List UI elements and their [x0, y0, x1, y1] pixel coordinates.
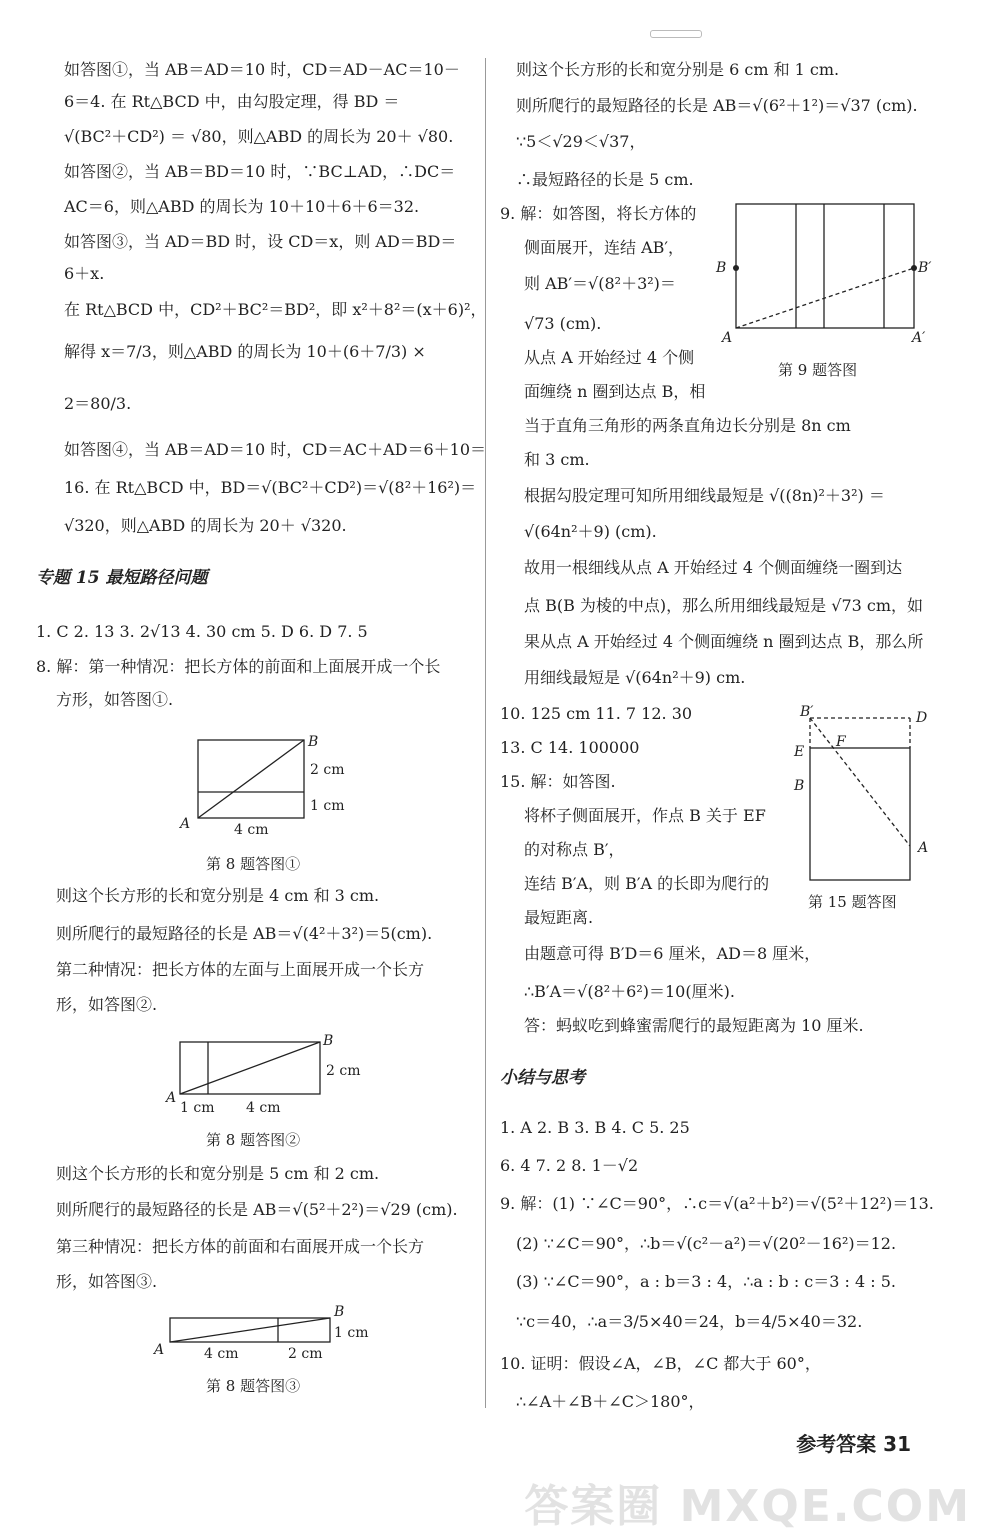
text-line: 点 B(B 为棱的中点)，那么所用细线最短是 √73 cm，如	[524, 596, 924, 615]
text-line: 用细线最短是 √(64n²＋9) cm.	[524, 668, 746, 687]
text-line: 连结 B′A，则 B′A 的长即为爬行的	[524, 874, 770, 893]
answer-line: 6. 4 7. 2 8. 1－√2	[500, 1156, 639, 1175]
answer-line: 13. C 14. 100000	[500, 738, 640, 757]
figure-8-1	[170, 728, 360, 840]
text-line: 15. 解：如答图.	[500, 772, 616, 791]
text-line: √320，则△ABD 的周长为 20＋ √320.	[64, 516, 347, 535]
page-footer	[796, 1428, 911, 1457]
figure-15	[786, 700, 946, 888]
figure-caption: 第 15 题答图	[808, 893, 897, 911]
text-line: 将杯子侧面展开，作点 B 关于 EF	[524, 806, 766, 825]
page-number: 31	[883, 1432, 911, 1456]
dimension-label: 1 cm	[310, 798, 345, 814]
text-line: 如答图②，当 AB＝BD＝10 时，∵BC⊥AD，∴DC＝	[64, 162, 456, 181]
text-line: ∵c＝40，∴a＝3/5×40＝24，b＝4/5×40＝32.	[516, 1312, 863, 1331]
dimension-label: 2 cm	[326, 1063, 361, 1079]
text-line: 和 3 cm.	[524, 450, 590, 469]
text-line: 如答图③，当 AD＝BD 时，设 CD＝x，则 AD＝BD＝	[64, 232, 457, 251]
text-line: √73 (cm).	[524, 314, 602, 333]
text-line: 侧面展开，连结 AB′，	[524, 238, 685, 257]
dimension-label: 4 cm	[234, 822, 269, 838]
answer-line: 1. A 2. B 3. B 4. C 5. 25	[500, 1118, 690, 1137]
text-line: 在 Rt△BCD 中，CD²＋BC²＝BD²，即 x²＋8²＝(x＋6)²，	[64, 300, 487, 319]
text-line: 最短距离.	[524, 908, 594, 927]
text-line: 形，如答图③.	[56, 1272, 158, 1291]
text-line: ∵5＜√29＜√37，	[516, 132, 646, 151]
text-line: ∴∠A＋∠B＋∠C＞180°，	[516, 1392, 705, 1411]
answer-line: 10. 125 cm 11. 7 12. 30	[500, 704, 693, 723]
text-line: 果从点 A 开始经过 4 个侧面缠绕 n 圈到达点 B，那么所	[524, 632, 924, 651]
point-label: B′	[918, 260, 932, 276]
dimension-label: 2 cm	[288, 1346, 323, 1362]
text-line: 由题意可得 B′D＝6 厘米，AD＝8 厘米，	[524, 944, 821, 963]
point-label: B′	[800, 704, 814, 720]
text-line: √(BC²＋CD²) ＝ √80，则△ABD 的周长为 20＋ √80.	[64, 127, 454, 146]
text-line: 面缠绕 n 圈到达点 B，相	[524, 382, 706, 401]
top-mark	[650, 30, 702, 38]
text-line: (2) ∵∠C＝90°，∴b＝√(c²－a²)＝√(20²－16²)＝12.	[516, 1234, 897, 1253]
text-line: 则所爬行的最短路径的长是 AB＝√(5²＋2²)＝√29 (cm).	[56, 1200, 458, 1219]
text-line: 9. 解：如答图，将长方体的	[500, 204, 697, 223]
text-line: 当于直角三角形的两条直角边长分别是 8n cm	[524, 416, 851, 435]
text-line: 的对称点 B′，	[524, 840, 625, 859]
point-label: B	[323, 1033, 334, 1049]
point-label: A	[180, 816, 191, 832]
text-line: 第三种情况：把长方体的前面和右面展开成一个长方	[56, 1237, 425, 1256]
text-line: 6＝4. 在 Rt△BCD 中，由勾股定理，得 BD ＝	[64, 92, 400, 111]
text-line: 答：蚂蚁吃到蜂蜜需爬行的最短距离为 10 厘米.	[524, 1016, 864, 1035]
point-label: D	[916, 710, 928, 726]
figure-caption: 第 8 题答图②	[206, 1131, 301, 1149]
figure-8-2	[160, 1030, 370, 1120]
text-line: 如答图①，当 AB＝AD＝10 时，CD＝AD－AC＝10－	[64, 60, 460, 79]
dimension-label: 2 cm	[310, 762, 345, 778]
text-line: 则这个长方形的长和宽分别是 4 cm 和 3 cm.	[56, 886, 380, 905]
text-line: 如答图④，当 AB＝AD＝10 时，CD＝AC＋AD＝6＋10＝	[64, 440, 487, 459]
figure-caption: 第 8 题答图③	[206, 1377, 301, 1395]
section-heading: 专题 15 最短路径问题	[36, 568, 208, 588]
point-label: B	[334, 1304, 345, 1320]
text-line: 故用一根细线从点 A 开始经过 4 个侧面缠绕一圈到达	[524, 558, 903, 577]
text-line: ∴最短路径的长是 5 cm.	[516, 170, 694, 189]
point-label: F	[836, 734, 846, 750]
point-label: A	[166, 1090, 177, 1106]
text-line: 根据勾股定理可知所用细线最短是 √((8n)²＋3²) ＝	[524, 486, 885, 505]
watermark-logo: 答案圈 MXQE.COM	[524, 1481, 971, 1532]
text-line: 16. 在 Rt△BCD 中，BD＝√(BC²＋CD²)＝√(8²＋16²)＝	[64, 478, 477, 497]
text-line: AC＝6，则△ABD 的周长为 10＋10＋6＋6＝32.	[64, 197, 420, 216]
point-label: A	[722, 330, 733, 346]
figure-9	[708, 196, 938, 346]
point-label: A	[918, 840, 929, 856]
text-line: 则所爬行的最短路径的长是 AB＝√(4²＋3²)＝5(cm).	[56, 924, 433, 943]
column-divider	[485, 58, 486, 1408]
figure-8-3	[150, 1300, 380, 1370]
dimension-label: 4 cm	[204, 1346, 239, 1362]
text-line: 第二种情况：把长方体的左面与上面展开成一个长方	[56, 960, 425, 979]
footer-label: 参考答案	[796, 1432, 877, 1456]
point-label: E	[794, 744, 805, 760]
text-line: 方形，如答图①.	[56, 690, 174, 709]
dimension-label: 1 cm	[180, 1100, 215, 1116]
answer-line: 1. C 2. 13 3. 2√13 4. 30 cm 5. D 6. D 7. 5	[36, 622, 368, 641]
text-line: 则所爬行的最短路径的长是 AB＝√(6²＋1²)＝√37 (cm).	[516, 96, 918, 115]
text-line: 解得 x＝7/3，则△ABD 的周长为 10＋(6＋7/3) ×	[64, 342, 426, 361]
text-line: √(64n²＋9) (cm).	[524, 522, 657, 541]
text-line: ∴B′A＝√(8²＋6²)＝10(厘米).	[524, 982, 735, 1001]
text-line: 则这个长方形的长和宽分别是 5 cm 和 2 cm.	[56, 1164, 380, 1183]
figure-caption: 第 8 题答图①	[206, 855, 301, 873]
text-line: 2＝80/3.	[64, 394, 132, 413]
point-label: A′	[912, 330, 926, 346]
section-heading: 小结与思考	[500, 1068, 585, 1088]
dimension-label: 4 cm	[246, 1100, 281, 1116]
text-line: 则这个长方形的长和宽分别是 6 cm 和 1 cm.	[516, 60, 840, 79]
text-line: 9. 解：(1) ∵∠C＝90°，∴c＝√(a²＋b²)＝√(5²＋12²)＝13.	[500, 1194, 934, 1213]
text-line: (3) ∵∠C＝90°，a : b＝3 : 4，∴a : b : c＝3 : 4 : 5.	[516, 1272, 897, 1291]
figure-caption: 第 9 题答图	[778, 361, 858, 379]
point-label: B	[794, 778, 805, 794]
text-line: 则 AB′＝√(8²＋3²)＝	[524, 274, 676, 293]
dimension-label: 1 cm	[334, 1325, 369, 1341]
text-line: 形，如答图②.	[56, 995, 158, 1014]
point-label: A	[154, 1342, 165, 1358]
point-label: B	[716, 260, 727, 276]
text-line: 6＋x.	[64, 264, 105, 283]
text-line: 10. 证明：假设∠A，∠B，∠C 都大于 60°，	[500, 1354, 821, 1373]
point-label: B	[308, 734, 319, 750]
text-line: 8. 解：第一种情况：把长方体的前面和上面展开成一个长	[36, 657, 441, 676]
text-line: 从点 A 开始经过 4 个侧	[524, 348, 695, 367]
